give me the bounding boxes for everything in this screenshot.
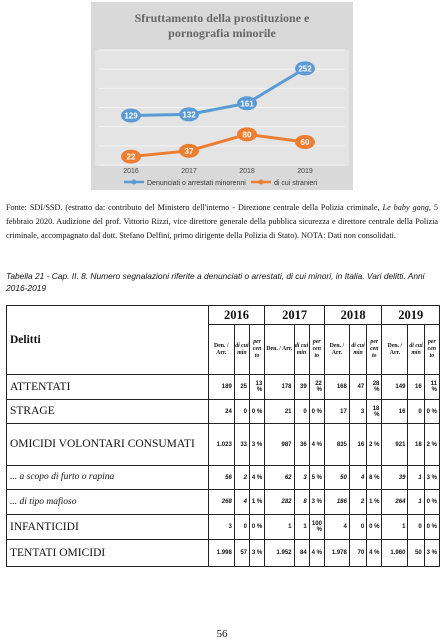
row-label: ATTENTATI xyxy=(7,375,209,400)
data-label: 80 xyxy=(242,130,252,140)
chart-legend xyxy=(124,180,318,188)
cell-percent: 11 % xyxy=(424,375,439,400)
table-row xyxy=(7,400,440,424)
row-label: TENTATI OMICIDI xyxy=(7,540,209,567)
cell-percent: 28 % xyxy=(367,375,382,400)
cell-minori: 4 xyxy=(349,466,366,490)
cell-denunciati: 17 xyxy=(324,400,349,424)
cell-denunciati: 56 xyxy=(208,466,234,490)
cell-percent: 3 % xyxy=(250,424,265,466)
cell-percent: 3 % xyxy=(309,490,324,515)
cell-percent: 100 % xyxy=(309,515,324,540)
legend-label: di cui stranieri xyxy=(274,180,318,187)
cell-denunciati: 178 xyxy=(265,375,294,400)
cell-denunciati: 4 xyxy=(324,515,349,540)
cell-minori: 25 xyxy=(234,375,249,400)
cell-denunciati: 835 xyxy=(324,424,349,466)
cell-denunciati: 168 xyxy=(324,375,349,400)
subheader-pct-2017: per cen to xyxy=(309,325,324,375)
row-label: ... a scopo di furto o rapina xyxy=(7,466,209,490)
chart-title-line-1: Sfruttamento della prostituzione e xyxy=(134,11,310,25)
x-tick-label: 2016 xyxy=(123,168,139,175)
cell-denunciati: 21 xyxy=(265,400,294,424)
cell-minori: 0 xyxy=(234,400,249,424)
cell-percent: 18 % xyxy=(367,400,382,424)
chart-source-caption xyxy=(6,201,438,243)
table-row xyxy=(7,540,440,567)
cell-denunciati: 1 xyxy=(265,515,294,540)
subheader-den-2018: Den. / Arr. xyxy=(324,325,349,375)
cell-denunciati: 1.952 xyxy=(265,540,294,567)
cell-denunciati: 16 xyxy=(382,400,408,424)
subheader-pct-2019: per cen to xyxy=(424,325,439,375)
cell-minori: 2 xyxy=(234,466,249,490)
cell-minori: 0 xyxy=(294,400,309,424)
cell-minori: 2 xyxy=(349,490,366,515)
cell-percent: 4 % xyxy=(367,540,382,567)
cell-percent: 1 % xyxy=(367,490,382,515)
cell-minori: 1 xyxy=(408,466,424,490)
year-2019: 2019 xyxy=(382,306,440,325)
legend-label: Denunciati o arrestati minorenni xyxy=(147,180,246,187)
legend-marker xyxy=(132,180,137,185)
cell-denunciati: 62 xyxy=(265,466,294,490)
data-label: 132 xyxy=(182,110,196,120)
cell-percent: 3 % xyxy=(424,466,439,490)
row-label: INFANTICIDI xyxy=(7,515,209,540)
year-2018: 2018 xyxy=(324,306,382,325)
cell-denunciati: 186 xyxy=(324,490,349,515)
cell-minori: 4 xyxy=(234,490,249,515)
chart-title-line-2: pornografia minorile xyxy=(168,26,276,40)
data-label: 60 xyxy=(300,138,310,147)
cell-minori: 47 xyxy=(349,375,366,400)
x-tick-label: 2019 xyxy=(297,168,313,175)
cell-denunciati: 189 xyxy=(208,375,234,400)
cell-percent: 13 % xyxy=(250,375,265,400)
header-delitti: Delitti xyxy=(7,306,209,375)
cell-minori: 3 xyxy=(349,400,366,424)
cell-percent: 0 % xyxy=(367,515,382,540)
subheader-pct-2016: per cen to xyxy=(250,325,265,375)
cell-percent: 0 % xyxy=(309,400,324,424)
cell-minori: 57 xyxy=(234,540,249,567)
cell-minori: 33 xyxy=(234,424,249,466)
cell-denunciati: 1.960 xyxy=(382,540,408,567)
data-label: 37 xyxy=(184,146,194,156)
table-row xyxy=(7,375,440,400)
caption-text-2: , 5 febbraio 2020. Audizione del prof. Vittorio Rizzi, vice direttore generale della pubblica sicurezza e direttore centrale della Polizia criminale, accompagnato dal dott. Stefano Delfini, primo dirigente della Polizia di Stato). NOTA: Dati non consolidati. xyxy=(6,203,438,240)
table-row xyxy=(7,490,440,515)
cell-minori: 0 xyxy=(408,515,424,540)
cell-minori: 16 xyxy=(349,424,366,466)
cell-percent: 1 % xyxy=(250,490,265,515)
cell-percent: 0 % xyxy=(250,515,265,540)
cell-minori: 0 xyxy=(349,515,366,540)
page-number: 56 xyxy=(216,628,228,640)
data-label: 252 xyxy=(298,64,312,74)
data-label: 22 xyxy=(126,152,136,162)
cell-minori: 50 xyxy=(408,540,424,567)
cell-percent: 0 % xyxy=(424,515,439,540)
cell-percent: 0 % xyxy=(424,400,439,424)
line-chart xyxy=(91,2,353,190)
chart-sfruttamento xyxy=(91,2,353,190)
cell-minori: 36 xyxy=(294,424,309,466)
cell-percent: 2 % xyxy=(367,424,382,466)
cell-minori: 8 xyxy=(294,490,309,515)
caption-italic: Le baby gang xyxy=(382,203,429,212)
subheader-min-2017: di cui min xyxy=(294,325,309,375)
table-row xyxy=(7,424,440,466)
subheader-den-2019: Den. / Arr. xyxy=(382,325,408,375)
delitti-table xyxy=(6,305,440,567)
subheader-min-2016: di cui min xyxy=(234,325,249,375)
cell-minori: 16 xyxy=(408,375,424,400)
cell-percent: 0 % xyxy=(250,400,265,424)
table-row xyxy=(7,466,440,490)
year-2016: 2016 xyxy=(208,306,264,325)
cell-minori: 70 xyxy=(349,540,366,567)
cell-minori: 0 xyxy=(408,400,424,424)
row-label: ... di tipo mafioso xyxy=(7,490,209,515)
subheader-min-2019: di cui min xyxy=(408,325,424,375)
table-row xyxy=(7,515,440,540)
cell-denunciati: 1.998 xyxy=(208,540,234,567)
cell-percent: 3 % xyxy=(250,540,265,567)
subheader-den-2017: Den. / Arr. xyxy=(265,325,294,375)
year-2017: 2017 xyxy=(265,306,325,325)
subheader-den-2016: Den. / Arr. xyxy=(208,325,234,375)
cell-percent: 4 % xyxy=(250,466,265,490)
caption-text-1: Fonte: SDI/SSD. (estratto da: contributo del Ministero dell'interno - Direzione centrale della Polizia criminale, xyxy=(6,203,383,212)
cell-percent: 2 % xyxy=(424,424,439,466)
cell-denunciati: 1.023 xyxy=(208,424,234,466)
cell-denunciati: 1.978 xyxy=(324,540,349,567)
data-label: 129 xyxy=(124,111,138,121)
row-label: OMICIDI VOLONTARI CONSUMATI xyxy=(7,424,209,466)
legend-marker xyxy=(259,180,264,185)
cell-denunciati: 50 xyxy=(324,466,349,490)
cell-denunciati: 987 xyxy=(265,424,294,466)
cell-denunciati: 282 xyxy=(265,490,294,515)
x-tick-label: 2017 xyxy=(181,168,197,175)
row-label: STRAGE xyxy=(7,400,209,424)
cell-minori: 1 xyxy=(294,515,309,540)
data-label: 161 xyxy=(240,99,254,109)
cell-denunciati: 264 xyxy=(382,490,408,515)
cell-denunciati: 921 xyxy=(382,424,408,466)
cell-minori: 84 xyxy=(294,540,309,567)
cell-percent: 3 % xyxy=(424,540,439,567)
cell-percent: 0 % xyxy=(424,490,439,515)
cell-minori: 3 xyxy=(294,466,309,490)
cell-percent: 8 % xyxy=(367,466,382,490)
cell-percent: 5 % xyxy=(309,466,324,490)
cell-denunciati: 149 xyxy=(382,375,408,400)
cell-denunciati: 3 xyxy=(208,515,234,540)
cell-denunciati: 1 xyxy=(382,515,408,540)
cell-denunciati: 24 xyxy=(208,400,234,424)
table-title: Tabella 21 - Cap. II. 8. Numero segnalazioni riferite a denunciati o arrestati, di cui minori, in Italia. Vari delitti. Anni 2016-2019 xyxy=(6,271,425,293)
subheader-pct-2018: per cen to xyxy=(367,325,382,375)
x-tick-label: 2018 xyxy=(239,168,255,175)
cell-minori: 0 xyxy=(234,515,249,540)
cell-denunciati: 39 xyxy=(382,466,408,490)
cell-percent: 4 % xyxy=(309,424,324,466)
cell-percent: 22 % xyxy=(309,375,324,400)
table-body xyxy=(7,375,440,567)
cell-denunciati: 268 xyxy=(208,490,234,515)
cell-minori: 1 xyxy=(408,490,424,515)
cell-percent: 4 % xyxy=(309,540,324,567)
cell-minori: 18 xyxy=(408,424,424,466)
subheader-min-2018: di cui min xyxy=(349,325,366,375)
cell-minori: 39 xyxy=(294,375,309,400)
